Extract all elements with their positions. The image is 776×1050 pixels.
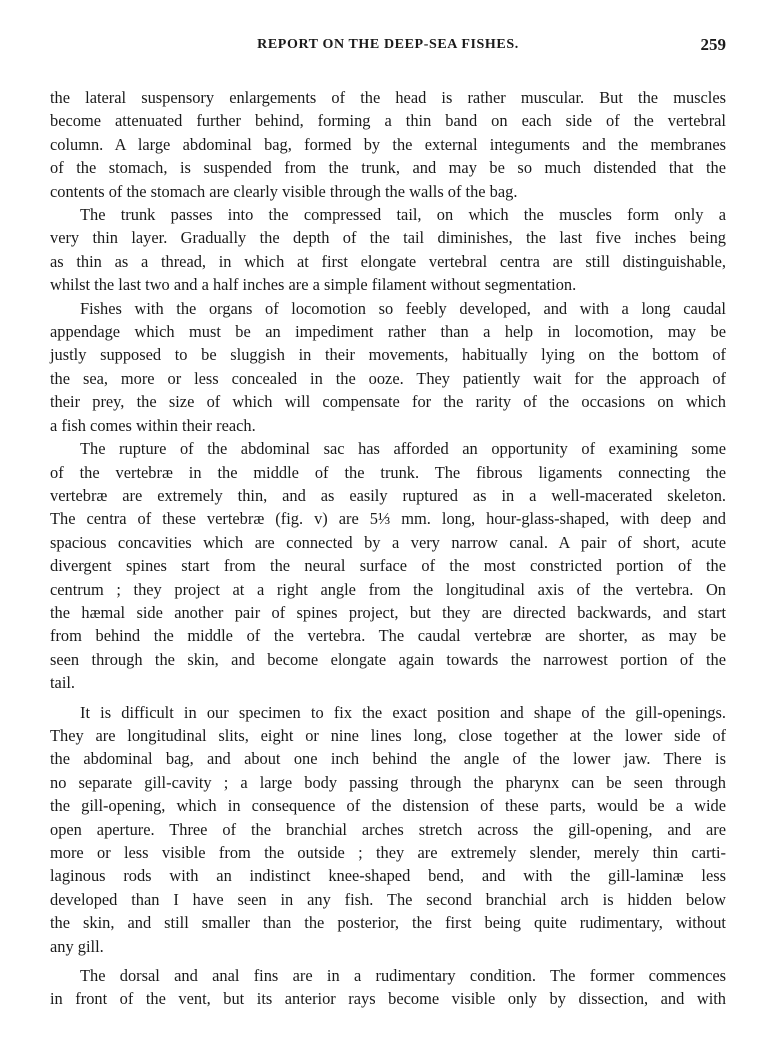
text-line: open aperture. Three of the branchial arches stretch across the gill-opening, and are bbox=[50, 819, 726, 839]
text-line: column. A large abdominal bag, formed by the external integuments and the membranes bbox=[50, 134, 726, 154]
text-line: justly supposed to be sluggish in their movements, habitually lying on the bottom of bbox=[50, 345, 726, 365]
text-line: vertebræ are extremely thin, and as easily ruptured as in a well-macerated skeleton. bbox=[50, 485, 726, 505]
text-line: the skin, and still smaller than the posterior, the first being quite rudimentary, without bbox=[50, 913, 726, 933]
paragraph bbox=[50, 964, 726, 1011]
text-line: the lateral suspensory enlargements of the head is rather muscular. But the muscles bbox=[50, 88, 726, 107]
text-line: of the stomach, is suspended from the trunk, and may be so much distended that the bbox=[50, 158, 726, 178]
paragraph bbox=[50, 86, 726, 203]
text-line: any gill. bbox=[50, 936, 104, 956]
text-line: the abdominal bag, and about one inch behind the angle of the lower jaw. There is bbox=[50, 749, 726, 769]
text-line: laginous rods with an indistinct knee-shaped bend, and with the gill-laminæ less bbox=[50, 866, 726, 886]
text-line: It is difficult in our specimen to fix the exact position and shape of the gill-openings. bbox=[80, 702, 726, 722]
text-line: from behind the middle of the vertebra. The caudal vertebræ are shorter, as may be bbox=[50, 626, 726, 646]
text-line: tail. bbox=[50, 673, 76, 693]
text-line: the sea, more or less concealed in the ooze. They patiently wait for the approach of bbox=[50, 368, 726, 388]
paragraph bbox=[50, 437, 726, 694]
text-line: their prey, the size of which will compensate for the rarity of the occasions on which bbox=[50, 392, 726, 412]
page-number: 259 bbox=[700, 35, 726, 54]
paragraph bbox=[50, 203, 726, 297]
text-line: become attenuated further behind, forming a thin band on each side of the vertebral bbox=[50, 111, 726, 131]
text-line: very thin layer. Gradually the depth of the tail diminishes, the last five inches being bbox=[50, 228, 726, 248]
paragraph bbox=[50, 297, 726, 437]
text-line: the hæmal side another pair of spines project, but they are directed backwards, and start bbox=[50, 602, 726, 622]
text-line: no separate gill-cavity ; a large body passing through the pharynx can be seen through bbox=[50, 772, 726, 792]
text-line: more or less visible from the outside ; they are extremely slender, merely thin carti- bbox=[50, 843, 726, 862]
text-line: in front of the vent, but its anterior rays become visible only by dissection, and with bbox=[50, 989, 726, 1009]
text-line: appendage which must be an impediment rather than a help in locomotion, may be bbox=[50, 322, 726, 342]
page-header bbox=[50, 33, 726, 59]
text-line: a fish comes within their reach. bbox=[50, 415, 256, 435]
paragraph bbox=[50, 701, 726, 958]
text-line: divergent spines start from the neural surface of the most constricted portion of the bbox=[50, 556, 726, 576]
text-line: the gill-opening, which in consequence of the distension of these parts, would be a wide bbox=[50, 796, 726, 816]
text-line: as thin as a thread, in which at first elongate vertebral centra are still distinguishable, bbox=[50, 251, 726, 271]
text-line: whilst the last two and a half inches are a simple filament without segmentation. bbox=[50, 275, 577, 295]
text-line: contents of the stomach are clearly visible through the walls of the bag. bbox=[50, 181, 518, 201]
text-line: They are longitudinal slits, eight or nine lines long, close together at the lower side of bbox=[50, 725, 726, 745]
text-line: developed than I have seen in any fish. The second branchial arch is hidden below bbox=[50, 889, 726, 909]
text-line: The trunk passes into the compressed tail, on which the muscles form only a bbox=[80, 205, 726, 225]
text-line: of the vertebræ in the middle of the trunk. The fibrous ligaments connecting the bbox=[50, 462, 726, 482]
body-text bbox=[50, 86, 726, 1011]
text-line: spacious concavities which are connected by a very narrow canal. A pair of short, acute bbox=[50, 532, 726, 552]
text-line: centrum ; they project at a right angle from the longitudinal axis of the vertebra. On bbox=[50, 579, 726, 599]
text-line: seen through the skin, and become elongate again towards the narrowest portion of the bbox=[50, 649, 726, 669]
text-line: The rupture of the abdominal sac has afforded an opportunity of examining some bbox=[80, 439, 726, 459]
running-title: REPORT ON THE DEEP-SEA FISHES. bbox=[257, 37, 519, 52]
text-line: The centra of these vertebræ (fig. v) are 5⅓ mm. long, hour-glass-shaped, with deep and bbox=[50, 509, 726, 529]
text-line: Fishes with the organs of locomotion so feebly developed, and with a long caudal bbox=[80, 298, 726, 318]
text-line: The dorsal and anal fins are in a rudimentary condition. The former commences bbox=[80, 966, 726, 986]
